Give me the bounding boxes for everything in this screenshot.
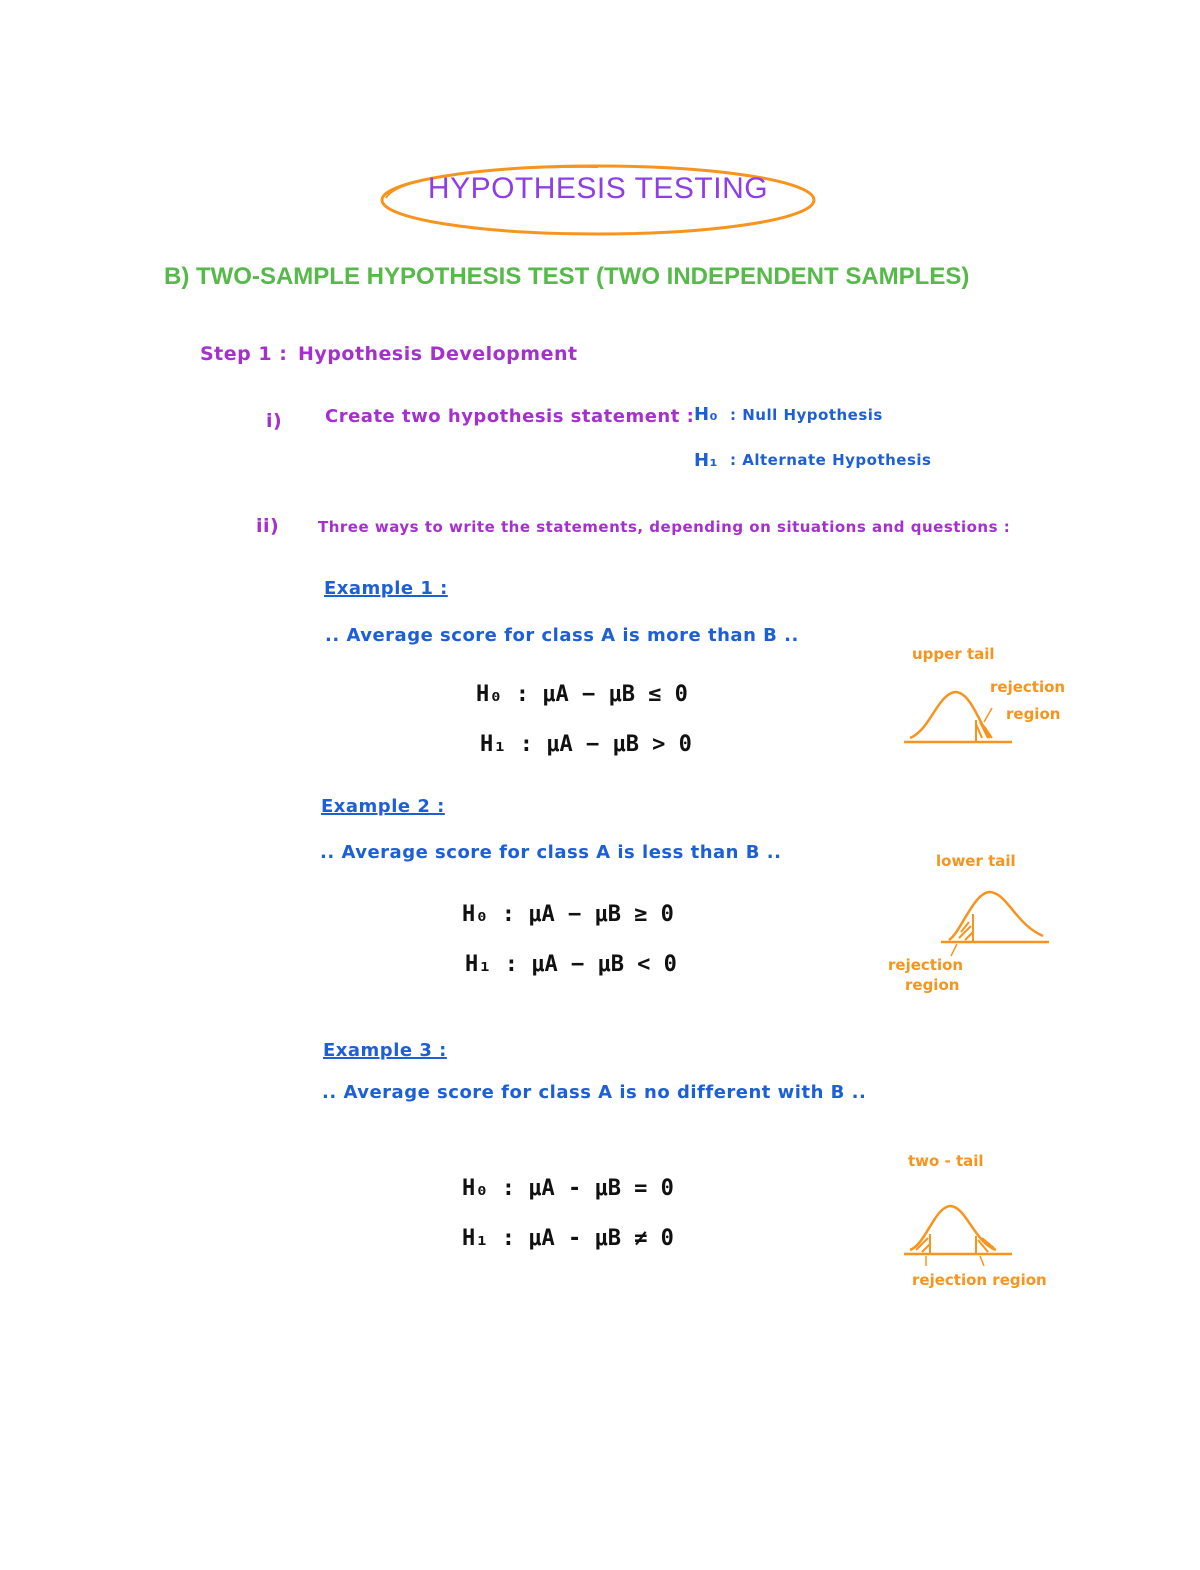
example-1-region-label-1: rejection <box>990 678 1066 696</box>
two-tail-curve <box>900 1196 1020 1270</box>
example-2-region-label-2: region <box>905 976 960 994</box>
example-2-h1: H₁ : μA − μB < 0 <box>465 952 677 977</box>
example-3-region-label: rejection region <box>912 1271 1047 1289</box>
example-1-h0: H₀ : μA − μB ≤ 0 <box>476 682 688 707</box>
example-3-label: Example 3 : <box>323 1040 447 1061</box>
example-1-statement: .. Average score for class A is more than B .. <box>325 625 799 646</box>
example-3-h0: H₀ : μA - μB = 0 <box>462 1176 674 1201</box>
example-1-tail-label: upper tail <box>912 645 995 663</box>
upper-tail-curve <box>900 680 1020 750</box>
item-ii-numeral: ii) <box>256 515 280 537</box>
h0-description: : Null Hypothesis <box>730 406 883 424</box>
example-2-statement: .. Average score for class A is less than B .. <box>320 842 782 863</box>
item-ii-text: Three ways to write the statements, depending on situations and questions : <box>318 518 1011 536</box>
example-2-region-label-1: rejection <box>888 956 964 974</box>
section-heading: B) TWO-SAMPLE HYPOTHESIS TEST (TWO INDEPENDENT SAMPLES) <box>164 263 970 290</box>
example-2-tail-label: lower tail <box>936 852 1016 870</box>
item-i-numeral: i) <box>266 410 283 432</box>
h1-description: : Alternate Hypothesis <box>730 451 932 469</box>
example-2-label: Example 2 : <box>321 796 445 817</box>
step-title: Hypothesis Development <box>298 343 578 365</box>
example-3-h1: H₁ : μA - μB ≠ 0 <box>462 1226 674 1251</box>
lower-tail-curve <box>935 880 1055 960</box>
example-2-h0: H₀ : μA − μB ≥ 0 <box>462 902 674 927</box>
example-1-label: Example 1 : <box>324 578 448 599</box>
h1-symbol: H₁ <box>694 450 718 471</box>
example-1-region-label-2: region <box>1006 705 1061 723</box>
h0-symbol: H₀ <box>694 404 718 425</box>
example-3-tail-label: two - tail <box>908 1152 984 1170</box>
item-i-text: Create two hypothesis statement : <box>325 406 695 427</box>
example-3-statement: .. Average score for class A is no different with B .. <box>322 1082 867 1103</box>
page-title: HYPOTHESIS TESTING <box>427 172 769 205</box>
step-label: Step 1 : <box>200 343 288 365</box>
example-1-h1: H₁ : μA − μB > 0 <box>480 732 692 757</box>
